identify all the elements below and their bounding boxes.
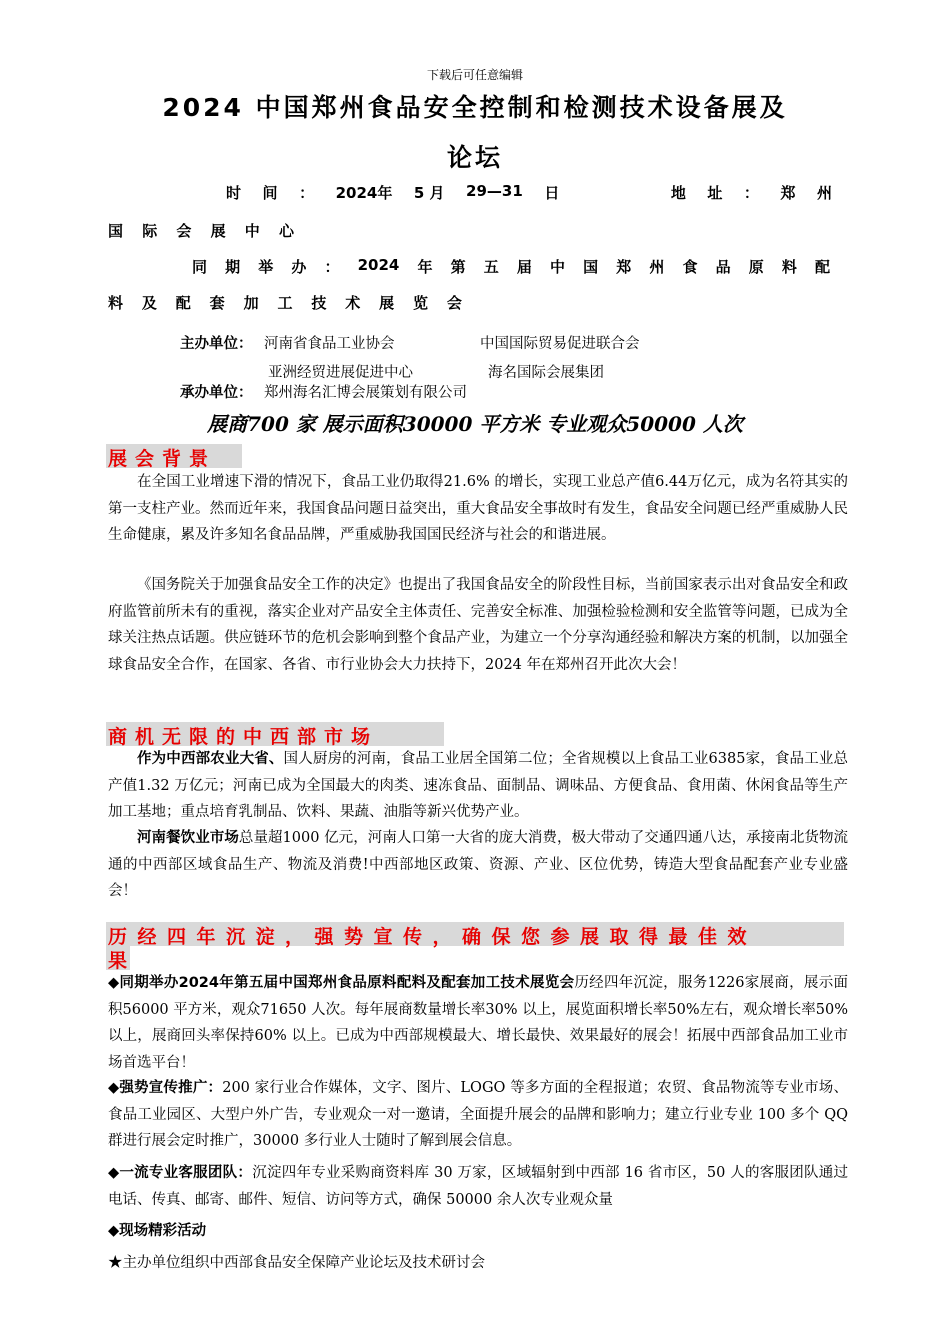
history-b1-text: 历经四年沉淀，服务1226家展商，展示面积56000 平方米，观众71650 人次。每年展商数量增长率30% 以上，展览面积增长率50%左右，观众增长率50% 以上，展商回头率保持60% 以上。已成为中西部规模最大、增长最快、效果最好的展会！拓展中西部食品加工业市场首选平台！ (108, 975, 848, 1071)
concurrent-char: 工 (277, 294, 293, 312)
colon: ： (299, 184, 315, 202)
section-title-history: 历经四年沉淀，强势宣传，确保您参展取得最佳效 (108, 926, 758, 948)
days: 29—31 (466, 182, 523, 200)
host-3: 亚洲经贸进展促进中心 (268, 365, 413, 381)
concurrent-char: 料 (108, 294, 124, 312)
history-b4-bold: ◆现场精彩活动 (108, 1223, 207, 1239)
concurrent-line-2 (108, 292, 462, 313)
host-1: 河南省食品工业协会 (264, 336, 395, 352)
concurrent-char: 2024 (357, 256, 400, 274)
concurrent-char: 配 (814, 258, 830, 276)
concurrent-char: 国 (583, 258, 599, 276)
market-p1-bold: 作为中西部农业大省、 (137, 751, 284, 767)
venue-char: 心 (278, 222, 294, 240)
concurrent-char: 术 (345, 294, 361, 312)
page-title-line-2: 论坛 (446, 143, 503, 172)
section-title-history-2: 果 (108, 950, 136, 972)
header-note: 下载后可任意编辑 (426, 68, 523, 82)
background-paragraph-1: 在全国工业增速下滑的情况下，食品工业仍取得21.6% 的增长，实现工业总产值6.44万亿元，成为名符其实的第一支柱产业。然而近年来，我国食品问题日益突出，重大食品安全事故时有发生，食品安全问题已经严重威胁人民生命健康，累及许多知名食品品牌，严重威胁我国国民经济与社会的和谐进展。 (108, 474, 848, 543)
time-char: 间 (262, 184, 278, 202)
venue-char: 州 (816, 184, 832, 202)
concurrent-char: 览 (413, 294, 429, 312)
concurrent-char: 同 (192, 258, 208, 276)
market-paragraph-2 (108, 825, 848, 905)
concurrent-char: 举 (258, 258, 274, 276)
day-char: 日 (544, 184, 560, 202)
concurrent-char: 原 (748, 258, 764, 276)
concurrent-line (192, 256, 830, 277)
concurrent-char: 期 (225, 258, 241, 276)
concurrent-char: ： (324, 258, 340, 276)
page-title-line-1: 2024 中国郑州食品安全控制和检测技术设备展及 (162, 93, 788, 122)
time-venue-line (226, 182, 832, 203)
section-title-market: 商机无限的中西部市场 (108, 726, 379, 748)
undertaker-label-text: 承办单位： (180, 385, 253, 401)
undertaker-label (180, 381, 253, 402)
venue-char: 会 (176, 222, 192, 240)
market-p1-text: 国人厨房的河南，食品工业居全国第二位；全省规模以上食品工业6385家，食品工业总产值1.32 万亿元；河南已成为全国最大的肉类、速冻食品、面制品、调味品、方便食品、食用菌、休闲食品等生产加工基地；重点培育乳制品、饮料、果蔬、油脂等新兴优势产业。 (108, 751, 848, 820)
venue-char: 国 (108, 222, 124, 240)
venue-line (108, 220, 294, 241)
host-4: 海名国际会展集团 (488, 365, 604, 381)
concurrent-char: 品 (715, 258, 731, 276)
concurrent-char: 套 (209, 294, 225, 312)
venue-char: 地 (670, 184, 686, 202)
background-paragraph-2: 《国务院关于加强食品安全工作的决定》也提出了我国食品安全的阶段性目标，当前国家表示出对食品安全和政府监管前所未有的重视，落实企业对产品安全主体责任、完善安全标准、加强检验检测和安全监管等问题，已成为全球关注热点话题。供应链环节的危机会影响到整个食品产业，为建立一个分享沟通经验和解决方案的机制，以加强全球食品安全合作，在国家、各省、市行业协会大力扶持下，2024 年在郑州召开此次大会！ (108, 577, 848, 673)
colon: ： (743, 184, 759, 202)
concurrent-char: 料 (781, 258, 797, 276)
host-label (180, 332, 253, 353)
concurrent-char: 及 (141, 294, 157, 312)
history-bullet-4 (108, 1218, 848, 1245)
history-bullet-5: ★主办单位组织中西部食品安全保障产业论坛及技术研讨会 (108, 1255, 485, 1271)
concurrent-char: 办 (291, 258, 307, 276)
history-b2-bold: ◆强势宣传推广： (108, 1080, 223, 1096)
host-label-text: 主办单位： (180, 336, 253, 352)
year: 2024年 (335, 184, 393, 202)
venue-char: 际 (142, 222, 158, 240)
concurrent-char: 届 (516, 258, 532, 276)
time-char: 时 (226, 184, 242, 202)
market-p2-text: 总量超1000 亿元，河南人口第一大省的庞大消费，极大带动了交通四通八达，承接南北货物流通的中西部区域食品生产、物流及消费!中西部地区政策、资源、产业、区位优势，铸造大型食品配套产业专业盛会！ (108, 830, 849, 899)
venue-char: 展 (210, 222, 226, 240)
venue-char: 中 (244, 222, 260, 240)
history-bullet-1 (108, 970, 848, 1076)
concurrent-char: 技 (311, 294, 327, 312)
history-b3-text: 沉淀四年专业采购商资料库 30 万家，区域辐射到中西部 16 省市区，50 人的客服团队通过电话、传真、邮寄、邮件、短信、访问等方式，确保 50000 余人次专业观众量 (108, 1165, 848, 1208)
concurrent-char: 五 (483, 258, 499, 276)
market-paragraph-1 (108, 746, 848, 826)
undertaker: 郑州海名汇博会展策划有限公司 (264, 385, 467, 401)
concurrent-char: 中 (549, 258, 565, 276)
concurrent-char: 年 (417, 258, 433, 276)
history-bullet-3 (108, 1160, 848, 1213)
venue-char: 址 (707, 184, 723, 202)
history-b2-text: 200 家行业合作媒体，文字、图片、LOGO 等多方面的全程报道；农贸、食品物流等专业市场、食品工业园区、大型户外广告，专业观众一对一邀请，全面提升展会的品牌和影响力；建立行业专业 100 多个 QQ 群进行展会定时推广，30000 多行业人士随时了解到展会信息。 (108, 1080, 848, 1149)
host-2: 中国国际贸易促进联合会 (480, 336, 640, 352)
concurrent-char: 加 (243, 294, 259, 312)
market-p2-bold: 河南餐饮业市场 (137, 830, 239, 846)
section-title-background: 展会背景 (108, 448, 217, 470)
highlight-stats: 展商700 家 展示面积30000 平方米 专业观众50000 人次 (207, 412, 743, 436)
concurrent-char: 第 (450, 258, 466, 276)
history-b1-bold: ◆同期举办2024年第五届中国郑州食品原料配料及配套加工技术展览会 (108, 975, 575, 991)
month: 5 月 (413, 184, 445, 202)
concurrent-char: 会 (446, 294, 462, 312)
concurrent-char: 配 (175, 294, 191, 312)
venue-char: 郑 (780, 184, 796, 202)
concurrent-char: 展 (379, 294, 395, 312)
history-bullet-2 (108, 1075, 848, 1155)
concurrent-char: 郑 (616, 258, 632, 276)
concurrent-char: 食 (682, 258, 698, 276)
history-b3-bold: ◆一流专业客服团队： (108, 1165, 253, 1181)
concurrent-char: 州 (649, 258, 665, 276)
